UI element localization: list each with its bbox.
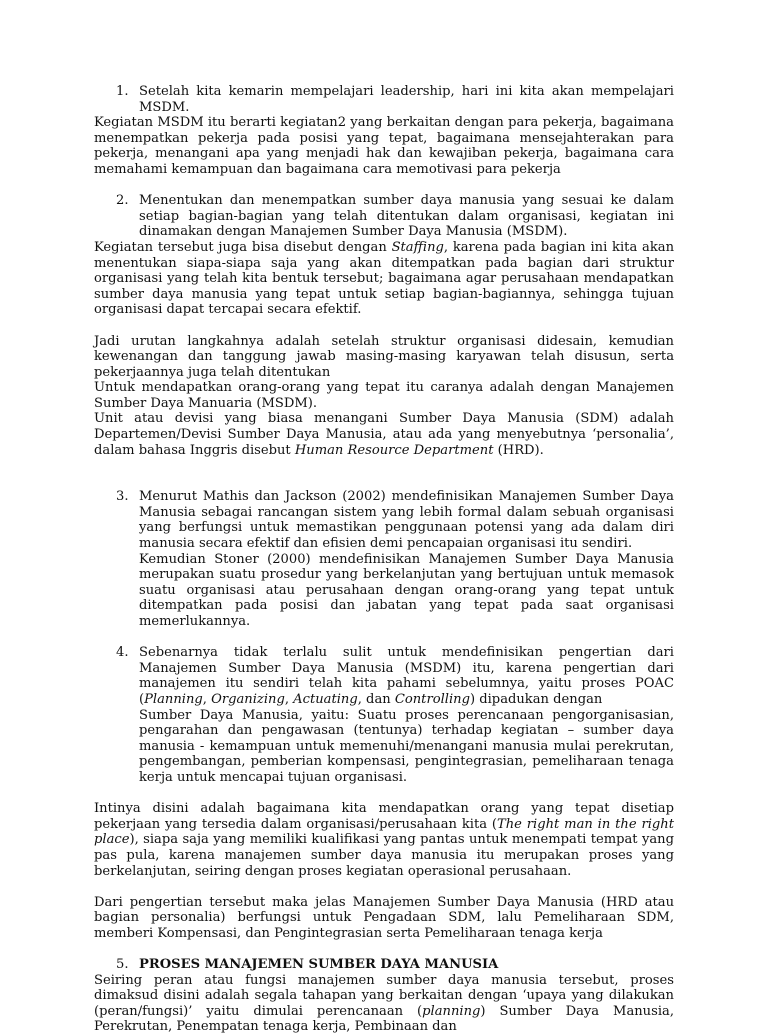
paragraph: Kegiatan MSDM itu berarti kegiatan2 yang berkaitan dengan para pekerja, bagaimana menempatkan pekerja pada posisi yang tepat, bagaimana mensejahterakan para pekerja, menangani apa yang menjadi hak dan kewajiban pekerja, bagaimana cara memahami kemampuan dan bagaimana cara memotivasi para pekerja: [94, 115, 674, 177]
list-number: 5.: [116, 957, 129, 973]
list-item-3: [94, 489, 674, 629]
list-item-2: [94, 193, 674, 240]
list-item-text: Sumber Daya Manusia, yaitu: Suatu proses perencanaan pengorganisasian, pengarahan dan pengawasan (tentunya) terhadap kegiatan – sumber daya manusia - kemampuan untuk memenuhi/menangani manusia mulai perekrutan, pengembangan, pemberian kompensasi, pengintegrasian, pemeliharaan tenaga kerja untuk mencapai tujuan organisasi.: [139, 707, 674, 785]
paragraph: Untuk mendapatkan orang-orang yang tepat itu caranya adalah dengan Manajemen Sumber Daya Manuaria (MSDM).: [94, 380, 674, 411]
list-number: 2.: [116, 193, 129, 209]
paragraph: Unit atau devisi yang biasa menangani Sumber Daya Manusia (SDM) adalah Departemen/Devisi Sumber Daya Manusia, atau ada yang menyebutnya ‘personalia’, dalam bahasa Inggris disebut Human Resource Department (HRD).: [94, 411, 674, 458]
list-item-4: [94, 645, 674, 785]
paragraph: Dari pengertian tersebut maka jelas Manajemen Sumber Daya Manusia (HRD atau bagian personalia) berfungsi untuk Pengadaan SDM, lalu Pemeliharaan SDM, memberi Kompensasi, dan Pengintegrasian serta Pemeliharaan tenaga kerja: [94, 894, 674, 941]
list-item-1: [94, 84, 674, 115]
list-number: 1.: [116, 84, 129, 99]
list-item-text: Setelah kita kemarin mempelajari leadership, hari ini kita akan mempelajari MSDM.: [139, 84, 674, 115]
list-item-text: Sebenarnya tidak terlalu sulit untuk mendefinisikan pengertian dari Manajemen Sumber Daya Manusia (MSDM) itu, karena pengertian dari manajemen itu sendiri telah kita pahami sebelumnya, yaitu proses POAC (Planning, Organizing, Actuating, dan Controlling) dipadukan dengan: [139, 645, 674, 707]
list-item-text: Menentukan dan menempatkan sumber daya manusia yang sesuai ke dalam setiap bagian-bagian yang telah ditentukan dalam organisasi, kegiatan ini dinamakan dengan Manajemen Sumber Daya Manusia (MSDM).: [139, 193, 674, 240]
list-item-5: [94, 957, 674, 973]
list-item-text: Menurut Mathis dan Jackson (2002) mendefinisikan Manajemen Sumber Daya Manusia sebagai rancangan sistem yang lebih formal dalam sebuah organisasi yang berfungsi untuk memastikan penggunaan potensi yang ada dalam diri manusia secara efektif dan efisien demi pencapaian organisasi itu sendiri.: [139, 489, 674, 552]
paragraph: Seiring peran atau fungsi manajemen sumber daya manusia tersebut, proses dimaksud disini adalah segala tahapan yang berkaitan dengan ‘upaya yang dilakukan (peran/fungsi)’ yaitu dimulai perencanaan (planning) Sumber Daya Manusia, Perekrutan, Penempatan tenaga kerja, Pembinaan dan: [94, 972, 674, 1035]
list-number: 4.: [116, 645, 129, 661]
section-heading: PROSES MANAJEMEN SUMBER DAYA MANUSIA: [139, 957, 499, 973]
paragraph: Kegiatan tersebut juga bisa disebut dengan Staffing, karena pada bagian ini kita akan menentukan siapa-siapa saja yang akan ditempatkan pada bagian dari struktur organisasi yang telah kita bentuk tersebut; bagaimana agar perusahaan mendapatkan sumber daya manusia yang tepat untuk setiap bagian-bagiannya, sehingga tujuan organisasi dapat tercapai secara efektif.: [94, 239, 674, 318]
paragraph: Jadi urutan langkahnya adalah setelah struktur organisasi didesain, kemudian kewenangan dan tanggung jawab masing-masing karyawan telah disusun, serta pekerjaannya juga telah ditentukan: [94, 333, 674, 380]
list-number: 3.: [116, 489, 129, 505]
list-item-text: Kemudian Stoner (2000) mendefinisikan Manajemen Sumber Daya Manusia merupakan suatu prosedur yang berkelanjutan yang bertujuan untuk memasok suatu organisasi atau perusahaan dengan orang-orang yang tepat untuk ditempatkan pada posisi dan jabatan yang tepat pada saat organisasi memerlukannya.: [139, 551, 674, 629]
paragraph: Intinya disini adalah bagaimana kita mendapatkan orang yang tepat disetiap pekerjaan yang tersedia dalam organisasi/perusahaan kita (The right man in the right place), siapa saja yang memiliki kualifikasi yang pantas untuk menempati tempat yang pas pula, karena manajemen sumber daya manusia itu merupakan proses yang berkelanjutan, seiring dengan proses kegiatan operasional perusahaan.: [94, 801, 674, 879]
